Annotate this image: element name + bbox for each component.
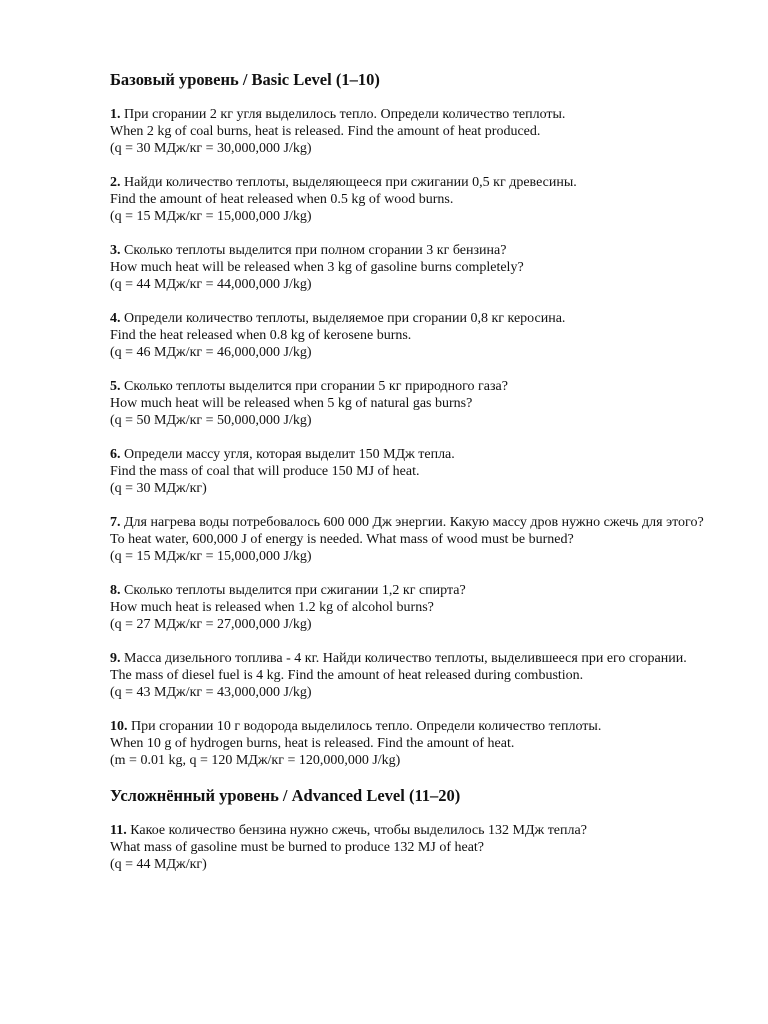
problem-3	[110, 242, 710, 293]
problem-ru-line	[110, 718, 710, 735]
problem-ru-line	[110, 378, 710, 395]
problem-en-text: When 10 g of hydrogen burns, heat is released. Find the amount of heat.	[110, 736, 515, 751]
problem-given: (q = 27 МДж/кг = 27,000,000 J/kg)	[110, 617, 312, 632]
problem-ru-text: Для нагрева воды потребовалось 600 000 Дж энергии. Какую массу дров нужно сжечь для этого?	[124, 515, 704, 530]
problem-en-text: Find the mass of coal that will produce 150 MJ of heat.	[110, 464, 420, 479]
problem-ru-text: Определи количество теплоты, выделяемое при сгорании 0,8 кг керосина.	[124, 311, 566, 326]
problem-ru-line	[110, 582, 710, 599]
problem-10	[110, 718, 710, 769]
problem-given: (q = 50 МДж/кг = 50,000,000 J/kg)	[110, 413, 312, 428]
problem-ru-line	[110, 310, 710, 327]
problem-number: 2.	[110, 175, 121, 190]
problem-given: (q = 30 МДж/кг)	[110, 481, 207, 496]
problem-9	[110, 650, 710, 701]
problem-2	[110, 174, 710, 225]
problem-given: (q = 15 МДж/кг = 15,000,000 J/kg)	[110, 549, 312, 564]
problem-ru-text: Масса дизельного топлива - 4 кг. Найди количество теплоты, выделившееся при его сгорании.	[124, 651, 687, 666]
problem-en-text: When 2 kg of coal burns, heat is released. Find the amount of heat produced.	[110, 124, 541, 139]
problem-given: (m = 0.01 kg, q = 120 МДж/кг = 120,000,000 J/kg)	[110, 753, 401, 768]
problem-ru-text: Найди количество теплоты, выделяющееся при сжигании 0,5 кг древесины.	[124, 175, 577, 190]
problem-ru-text: При сгорании 10 г водорода выделилось тепло. Определи количество теплоты.	[131, 719, 602, 734]
problem-number: 6.	[110, 447, 121, 462]
problem-1	[110, 106, 710, 157]
problem-en-text: How much heat will be released when 3 kg of gasoline burns completely?	[110, 260, 524, 275]
problem-ru-line	[110, 446, 710, 463]
problem-4	[110, 310, 710, 361]
problem-given: (q = 30 МДж/кг = 30,000,000 J/kg)	[110, 141, 312, 156]
problem-ru-text: При сгорании 2 кг угля выделилось тепло. Определи количество теплоты.	[124, 107, 566, 122]
problem-ru-text: Определи массу угля, которая выделит 150 МДж тепла.	[124, 447, 455, 462]
problem-given: (q = 43 МДж/кг = 43,000,000 J/kg)	[110, 685, 312, 700]
problem-ru-line	[110, 242, 710, 259]
problem-given: (q = 44 МДж/кг = 44,000,000 J/kg)	[110, 277, 312, 292]
problem-en-text: How much heat will be released when 5 kg of natural gas burns?	[110, 396, 473, 411]
problem-number: 7.	[110, 515, 121, 530]
problem-en-text: The mass of diesel fuel is 4 kg. Find the amount of heat released during combustion.	[110, 668, 584, 683]
problem-number: 9.	[110, 651, 121, 666]
problem-11	[110, 822, 710, 873]
problem-number: 3.	[110, 243, 121, 258]
problem-number: 1.	[110, 107, 121, 122]
problem-ru-line	[110, 822, 710, 839]
problem-number: 11.	[110, 823, 127, 838]
problem-given: (q = 15 МДж/кг = 15,000,000 J/kg)	[110, 209, 312, 224]
problem-5	[110, 378, 710, 429]
problem-number: 8.	[110, 583, 121, 598]
problem-ru-text: Какое количество бензина нужно сжечь, чтобы выделилось 132 МДж тепла?	[130, 823, 587, 838]
section-title-basic: Базовый уровень / Basic Level (1–10)	[110, 70, 380, 89]
problem-ru-line	[110, 106, 710, 123]
section-title-advanced: Усложнённый уровень / Advanced Level (11–20)	[110, 786, 461, 805]
problem-ru-text: Сколько теплоты выделится при полном сгорании 3 кг бензина?	[124, 243, 507, 258]
problem-7	[110, 514, 710, 565]
problem-number: 5.	[110, 379, 121, 394]
problem-ru-line	[110, 514, 710, 531]
document-page	[110, 70, 710, 890]
problem-given: (q = 46 МДж/кг = 46,000,000 J/kg)	[110, 345, 312, 360]
problem-en-text: What mass of gasoline must be burned to produce 132 MJ of heat?	[110, 840, 485, 855]
problem-ru-text: Сколько теплоты выделится при сжигании 1,2 кг спирта?	[124, 583, 466, 598]
problem-8	[110, 582, 710, 633]
problem-ru-text: Сколько теплоты выделится при сгорании 5 кг природного газа?	[124, 379, 508, 394]
problem-en-text: To heat water, 600,000 J of energy is needed. What mass of wood must be burned?	[110, 532, 574, 547]
problem-number: 4.	[110, 311, 121, 326]
problem-ru-line	[110, 174, 710, 191]
problem-given: (q = 44 МДж/кг)	[110, 857, 207, 872]
problem-number: 10.	[110, 719, 128, 734]
problem-en-text: Find the amount of heat released when 0.5 kg of wood burns.	[110, 192, 454, 207]
problem-6	[110, 446, 710, 497]
problem-en-text: How much heat is released when 1.2 kg of alcohol burns?	[110, 600, 434, 615]
problem-ru-line	[110, 650, 710, 667]
problem-en-text: Find the heat released when 0.8 kg of kerosene burns.	[110, 328, 412, 343]
